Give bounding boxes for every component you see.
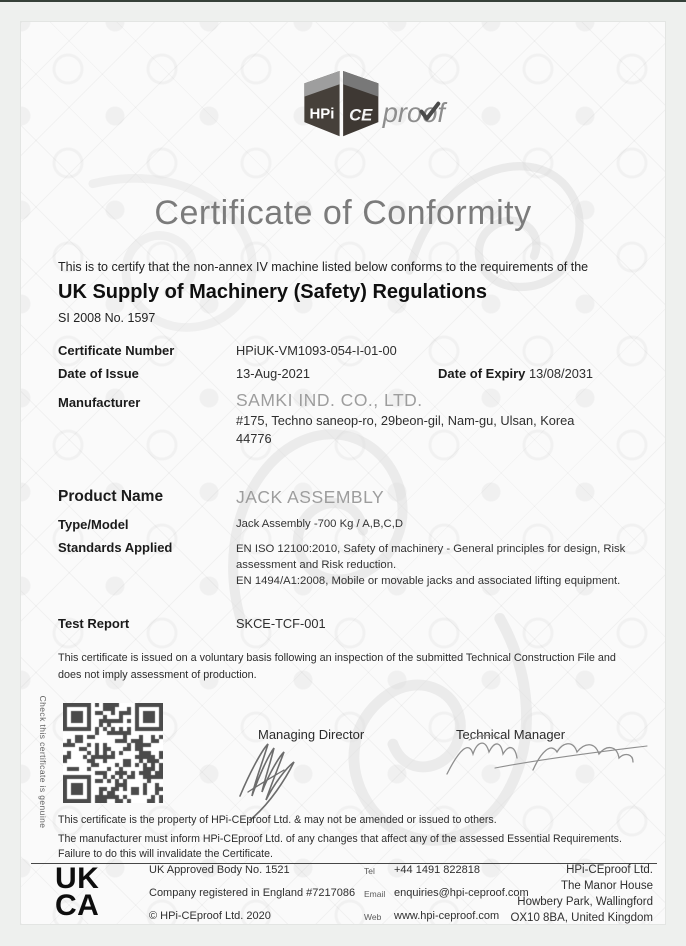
technical-manager-label: Technical Manager	[456, 727, 566, 742]
certificate-title: Certificate of Conformity	[154, 194, 532, 232]
standards-item: EN ISO 12100:2010, Safety of machinery - General principles for design, Risk assessment and Risk reduction.	[236, 543, 626, 571]
manufacturer-label: Manufacturer	[58, 395, 141, 410]
type-model-value: Jack Assembly -700 Kg / A,B,C,D	[236, 518, 404, 530]
standards-applied-value	[236, 541, 636, 589]
regulation-title: UK Supply of Machinery (Safety) Regulations	[58, 281, 487, 303]
inform-note: The manufacturer must inform HPi-CEproof Ltd. of any changes that affect any of the assessed Essential Requirements.	[58, 833, 622, 845]
qr-caption: Check this certificate is genuine	[38, 695, 48, 829]
address-line: Howbery Park, Wallingford	[517, 896, 653, 908]
date-of-expiry-value: 13/08/2031	[529, 366, 594, 381]
ukca-mark	[55, 862, 100, 922]
certificate-number-label: Certificate Number	[58, 343, 175, 358]
certificate-page	[20, 21, 666, 925]
qr-code	[63, 703, 163, 803]
technical-manager-signature	[441, 730, 653, 792]
voluntary-basis-note: This certificate is issued on a voluntary basis following an inspection of the submitted Technical Construction File and does not imply assessment of production.	[58, 652, 616, 681]
company-registration-text: Company registered in England #7217086	[149, 887, 356, 899]
email-label: Email	[364, 889, 386, 899]
manufacturer-address-line2: 44776	[236, 431, 272, 446]
standards-applied-label: Standards Applied	[58, 540, 173, 555]
test-report-value: SKCE-TCF-001	[236, 616, 326, 631]
company-address-block	[510, 862, 653, 926]
managing-director-label: Managing Director	[258, 727, 365, 742]
hpi-ceproof-logo	[297, 64, 465, 138]
email-value: enquiries@hpi-ceproof.com	[394, 887, 529, 899]
manufacturer-name: SAMKI IND. CO., LTD.	[236, 390, 423, 410]
tel-value: +44 1491 822818	[394, 864, 480, 876]
certificate-number-value: HPiUK-VM1093-054-I-01-00	[236, 343, 397, 358]
logo-proof-text: proof	[382, 97, 445, 129]
manufacturer-address-line1: #175, Techno saneop-ro, 29beon-gil, Nam-gu, Ulsan, Korea	[236, 413, 575, 428]
address-line: HPi-CEproof Ltd.	[566, 864, 653, 876]
copyright-text: © HPi-CEproof Ltd. 2020	[149, 910, 271, 922]
product-name-value: JACK ASSEMBLY	[236, 487, 385, 507]
tel-label: Tel	[364, 866, 375, 876]
web-label: Web	[364, 912, 382, 922]
si-number: SI 2008 No. 1597	[58, 311, 156, 325]
logo-hpi-text: HPi	[309, 105, 335, 123]
approved-body-text: UK Approved Body No. 1521	[149, 864, 290, 876]
type-model-label: Type/Model	[58, 517, 129, 532]
screenshot-top-edge	[0, 0, 686, 2]
failure-note: Failure to do this will invalidate the Certificate.	[58, 848, 273, 860]
address-line: OX10 8BA, United Kingdom	[510, 912, 653, 924]
product-name-label: Product Name	[58, 488, 164, 505]
ukca-line1: UK	[55, 862, 100, 895]
ukca-line2: CA	[55, 889, 100, 922]
date-of-issue-label: Date of Issue	[58, 366, 139, 381]
date-of-expiry-label: Date of Expiry	[438, 366, 526, 381]
flourish-ornament	[65, 136, 297, 368]
test-report-label: Test Report	[58, 616, 130, 631]
address-line: The Manor House	[560, 880, 653, 892]
logo-ce-text: CE	[349, 105, 373, 125]
intro-text: This is to certify that the non-annex IV machine listed below conforms to the requirements of the	[58, 260, 589, 274]
date-of-issue-value: 13-Aug-2021	[236, 366, 310, 381]
property-note: This certificate is the property of HPi-CEproof Ltd. & may not be amended or issued to others.	[58, 814, 497, 826]
web-value: www.hpi-ceproof.com	[394, 910, 500, 922]
standards-item: EN 1494/A1:2008, Mobile or movable jacks and associated lifting equipment.	[236, 575, 621, 587]
managing-director-signature	[226, 738, 341, 823]
